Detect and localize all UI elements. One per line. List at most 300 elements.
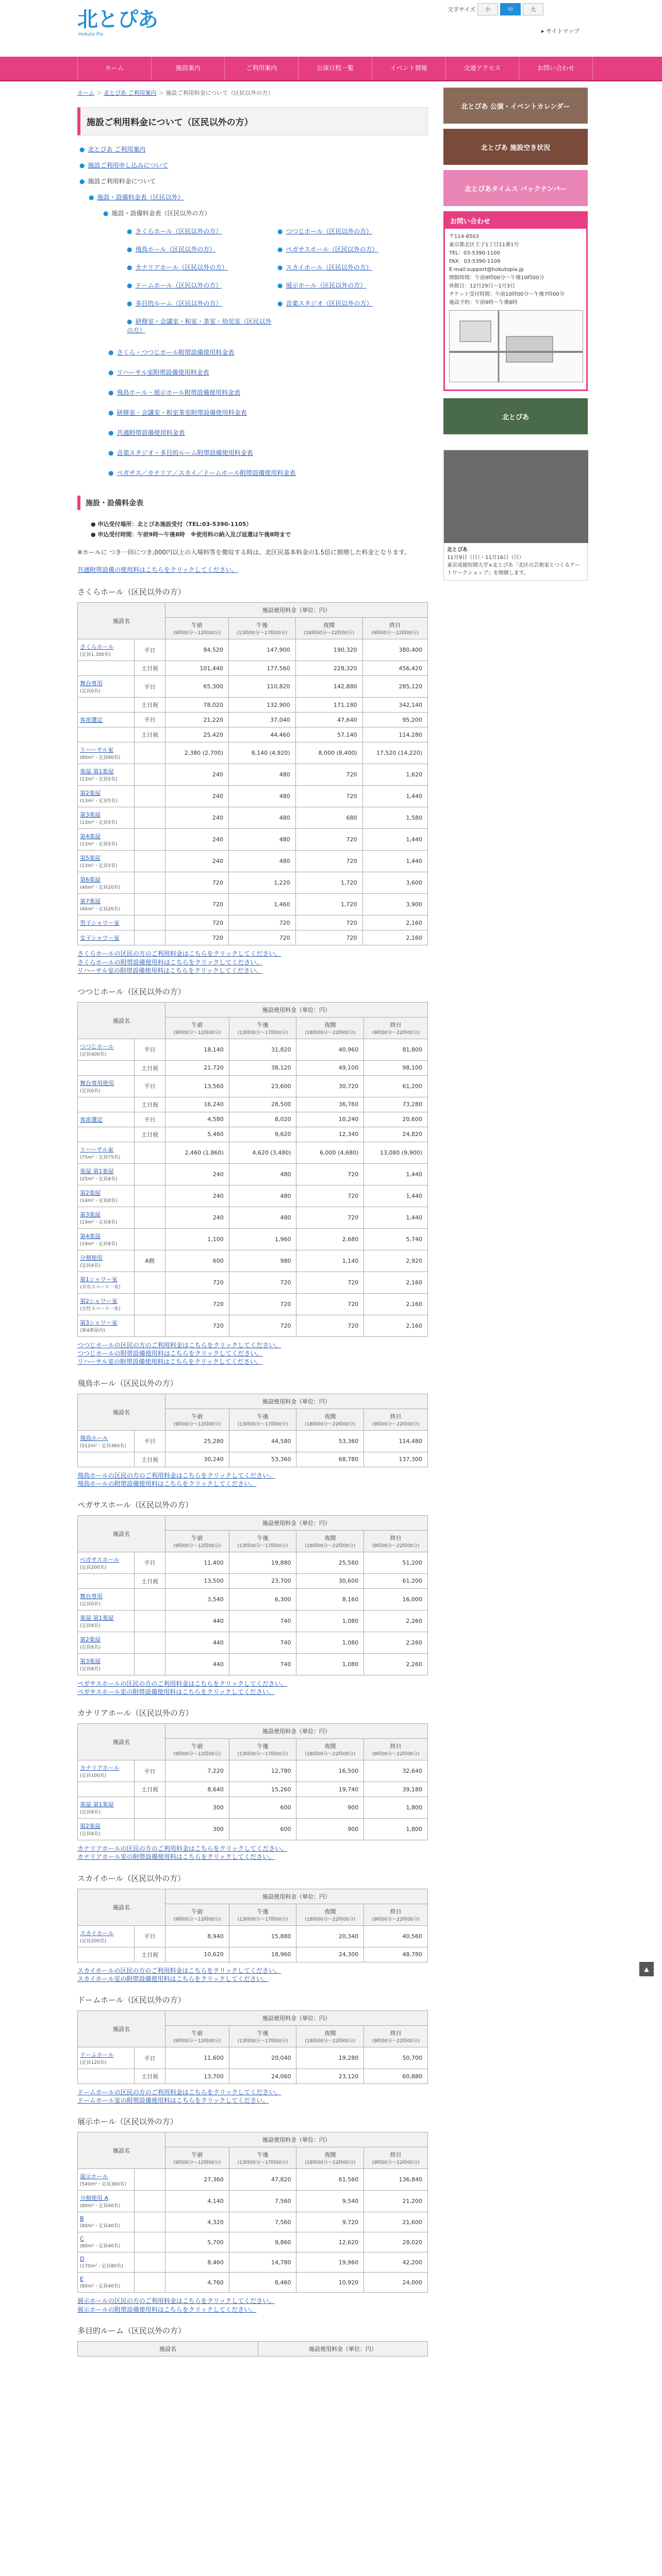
nav-access[interactable]: 交通アクセス [446,57,520,80]
slot-time: (13時00分〜17時00分) [237,1030,288,1036]
nav-home[interactable]: ホーム [77,57,152,80]
facility-link[interactable]: 第7楽屋 [80,898,101,905]
fee-cell: 720 [229,1315,296,1336]
row-daytype [135,2252,166,2273]
font-size-large-button[interactable]: 大 [523,3,543,15]
bullet-icon: ● [127,264,133,271]
row-daytype [135,829,166,851]
facility-link[interactable]: 楽屋 第1楽屋 [80,1614,114,1621]
fee-cell: 6,000 (4,680) [296,1142,364,1163]
fee-cell: 720 [296,1293,364,1315]
fee-cell: 8,020 [229,1112,296,1127]
facility-link[interactable]: リハーサル室 [80,747,114,754]
row-daytype: 平日 [135,1925,166,1947]
contact-line: 〒114-8503 [449,234,479,240]
header-slot [295,618,362,639]
related-link[interactable]: スカイホール室の附帯設備使用料はこちらをクリックしてください。 [77,1975,269,1982]
facility-link[interactable]: 第2楽屋 [80,1189,101,1196]
facility-capacity: (80m²・定員40名) [80,2224,121,2229]
facility-link[interactable]: ドームホール [80,2052,114,2058]
fee-cell: 1,080 [296,1610,364,1632]
fee-cell: 132,900 [228,698,295,713]
table-title: 飛鳥ホール（区民以外の方） [77,1378,178,1388]
table-row [78,764,428,786]
facility-link[interactable]: 第4楽屋 [80,1232,101,1240]
facility-capacity: (14m²・定員8名) [80,1198,118,1204]
slot-time: (18時00分〜22時00分) [305,2039,356,2044]
facility-link[interactable]: 客席選定 [80,717,103,724]
table-row [78,1250,428,1272]
nav-facilities[interactable]: 施設案内 [152,57,225,80]
fee-cell: 23,700 [229,1573,296,1588]
row-facility [78,1250,135,1272]
facility-link[interactable]: D [80,2256,85,2263]
facility-link[interactable]: E [80,2276,84,2283]
nav-usage-guide[interactable]: ご利用案内 [225,57,299,80]
fee-cell: 60,880 [364,2069,428,2084]
row-facility [78,807,135,829]
row-daytype: 平日 [135,713,166,727]
row-daytype [135,1163,166,1185]
facility-link[interactable]: リハーサル室 [80,1146,114,1153]
toc-equip-link[interactable]: リハーサル室附帯設備使用料金表 [117,369,209,376]
related-link[interactable]: リハーサル室の附帯設備使用料はこちらをクリックしてください。 [77,1358,262,1366]
header-slot [296,2147,364,2169]
related-link[interactable]: カナリアホールの区民の方のご利用料金はこちらをクリックしてください。 [77,1845,288,1853]
fee-cell: 13,500 [166,1573,229,1588]
facility-link[interactable]: B [80,2215,84,2223]
bullet-icon: ● [108,389,114,396]
toc-room-link[interactable]: スカイホール（区民以外の方） [286,264,372,271]
facility-link[interactable]: 第4楽屋 [80,833,101,840]
fee-cell: 18,960 [229,1947,296,1962]
slot-name: 午前 [191,1743,203,1750]
banner-hokutopia-photo[interactable]: 北とぴあ [443,398,588,434]
common-equipment-link[interactable]: 共通附帯設備の使用料はこちらをクリックしてください。 [77,566,238,573]
table-row [78,1797,428,1819]
slot-time: (9時00分〜12時00分) [173,1917,221,1922]
slot-name: 午後 [257,1743,269,1750]
row-daytype [135,916,166,930]
slot-time: (18時00分〜22時00分) [305,1917,356,1922]
facility-link[interactable]: 男子シャワー室 [80,920,120,927]
facility-link[interactable]: さくらホール [80,643,114,651]
row-daytype [135,1610,166,1632]
bullet-icon: ● [79,162,85,169]
fee-cell: 30,240 [166,1452,229,1467]
slot-name: 午後 [257,1534,269,1541]
breadcrumb-usage[interactable]: 北とぴあ ご利用案内 [104,90,157,96]
fee-cell: 720 [296,1185,364,1207]
fee-cell: 44,580 [229,1430,296,1452]
header-category: 施設名 [78,1394,166,1430]
fee-cell: 2,460 (1,860) [166,1142,229,1163]
fee-cell: 9,860 [229,2232,296,2252]
related-link[interactable]: 飛鳥ホールの区民の方のご利用料金はこちらをクリックしてください。 [77,1471,275,1479]
sitemap-link[interactable]: ▸ サイトマップ [541,28,580,35]
font-size-small-button[interactable]: 小 [477,3,498,15]
header-slot [296,1409,364,1430]
fee-cell: 240 [166,1207,229,1228]
slot-name: 終日 [390,1021,402,1028]
fee-cell: 13,560 [166,1075,229,1097]
font-size-medium-button[interactable]: 中 [500,3,521,15]
facility-link[interactable]: 第3楽屋 [80,1211,101,1218]
related-link[interactable]: さくらホールの附帯設備使用料はこちらをクリックしてください。 [77,958,263,966]
row-facility [78,1947,135,1962]
table-row [78,1112,428,1127]
breadcrumb-home[interactable]: ホーム [77,90,94,96]
related-link[interactable]: スカイホールの区民の方のご利用料金はこちらをクリックしてください。 [77,1967,281,1974]
toc-room-link[interactable]: 多目的ルーム（区民以外の方） [135,300,222,307]
row-daytype: 平日 [135,1039,166,1060]
slot-name: 終日 [390,1908,402,1915]
row-facility [78,1163,135,1185]
table-row [78,1552,428,1573]
facility-link[interactable]: ペガサスホール [80,1556,120,1563]
row-facility [78,1797,135,1819]
fee-cell: 1,580 [362,807,427,829]
facility-link[interactable]: スカイホール [80,1929,114,1937]
banner-times[interactable]: 北とぴあタイムス バックナンバー [443,170,588,206]
facility-link[interactable]: 飛鳥ホール [80,1434,108,1442]
row-facility [78,1127,135,1142]
facility-link[interactable]: カナリアホール [80,1765,120,1772]
fee-cell: 2,160 [362,916,427,930]
logo-subtitle: Hokuto Pia [78,32,104,37]
bullet-icon: ● [277,282,283,289]
fee-cell: 48,780 [364,1947,428,1962]
facility-link[interactable]: 舞台専用使用 [80,1079,114,1087]
fee-cell: 68,780 [296,1452,364,1467]
facility-capacity: (定員200名) [80,1565,107,1570]
facility-link[interactable]: 第6楽屋 [80,876,101,884]
fee-cell: 1,440 [362,786,427,807]
toc-room-link[interactable]: つつじホール（区民以外の方） [286,228,373,235]
table-row [78,2047,428,2069]
fee-cell: 47,820 [229,2169,296,2191]
toc-equip-link[interactable]: 飛鳥ホール・展示ホール附帯設備使用料金表 [117,389,241,396]
row-daytype [135,1653,166,1675]
table-row [78,829,428,851]
bullet-icon: ● [127,246,133,253]
nav-schedule[interactable]: 公演日程一覧 [299,57,372,80]
toc-equip-link[interactable]: ペガサス／カナリア／スカイ／ドームホール附帯設備使用料金表 [117,469,296,477]
fee-cell: 228,320 [295,661,362,676]
table-title: 多目的ルーム（区民以外の方） [77,2326,186,2335]
fee-cell: 680 [295,807,362,829]
fee-cell: 720 [166,1272,229,1293]
site-logo[interactable]: 北とぴあ [77,8,158,31]
toc-link[interactable]: 北とぴあ ご利用案内 [88,146,146,153]
table-title: ドームホール（区民以外の方） [77,1995,186,2005]
facility-link[interactable]: 女子シャワー室 [80,935,120,942]
bullet-icon: ● [108,449,114,456]
related-link[interactable]: ペガサスホール室の附帯設備使用料はこちらをクリックしてください。 [77,1688,275,1696]
related-link[interactable]: 飛鳥ホールの附帯設備使用料はこちらをクリックしてください。 [77,1480,257,1487]
header-slot [296,1017,364,1039]
header-slot [364,1739,428,1760]
toc-link[interactable]: 施設・設備料金表（区民以外） [97,194,184,201]
facility-link[interactable]: 第2シャワー室 [80,1297,118,1304]
fee-cell: 40,960 [296,1039,364,1060]
fee-cell: 27,360 [166,2169,229,2191]
facility-link[interactable]: 第2楽屋 [80,1823,101,1830]
toc-link[interactable]: 施設ご利用申し込みについて [88,162,169,169]
fee-cell: 13,700 [166,2069,229,2084]
toc-room-link[interactable]: ドームホール（区民以外の方） [135,282,222,289]
fee-cell: 440 [166,1632,229,1653]
related-link[interactable]: ドームホール室の附帯設備使用料はこちらをクリックしてください。 [77,2097,269,2105]
row-daytype [135,1588,166,1610]
fee-cell: 1,140 [296,1250,364,1272]
toc-room-link[interactable]: 展示ホール（区民以外の方） [286,282,367,289]
header-slot [364,2026,428,2047]
fee-cell: 10,920 [296,2273,364,2293]
toc-room-link[interactable]: ペガサスホール（区民以外の方） [286,246,378,253]
fee-cell: 440 [166,1653,229,1675]
facility-capacity: (13m²・定員5名) [80,777,118,783]
fee-cell: 720 [166,916,229,930]
header-slot [296,2026,364,2047]
banner-availability[interactable]: 北とぴあ 施設空き状況 [443,129,588,165]
note-hours: 申込受付時間：午前9時～午後8時 ※使用料の納入及び返還は午後8時まで [97,531,291,538]
slot-time: (9時00分〜12時00分) [173,1421,221,1427]
fee-cell: 95,200 [362,713,427,727]
related-link[interactable]: つつじホールの区民の方のご利用料金はこちらをクリックしてください。 [77,1341,282,1349]
row-facility [78,1207,135,1228]
nav-events[interactable]: イベント情報 [372,57,446,80]
toc-equip-link[interactable]: 音楽スタジオ・多目的ルーム附帯設備使用料金表 [117,449,253,456]
row-facility [78,698,135,713]
facility-capacity: (40m²・定員20名) [80,907,121,912]
table-row [78,2191,428,2212]
fee-cell: 720 [295,851,362,872]
facility-capacity: (女性スペース一室) [80,1306,121,1312]
row-daytype: 平日 [135,676,166,698]
bullet-icon: ● [89,194,94,201]
header-slot [229,1904,296,1925]
fee-cell: 44,460 [228,727,295,742]
fee-cell: 240 [166,807,229,829]
header-category: 施設名 [78,1515,166,1552]
header-slot [296,1904,364,1925]
related-link[interactable]: 展示ホールの附帯設備使用料はこちらをクリックしてください。 [77,2306,257,2313]
table-title: カナリアホール（区民以外の方） [77,1708,193,1718]
toc-room-link[interactable]: 飛鳥ホール（区民以外の方） [135,246,216,253]
fee-cell: 14,780 [229,2252,296,2273]
facility-link[interactable]: 舞台専用 [80,680,103,687]
surcharge-note: ※ホールに つき一回につき,000円以上の入場料等を徴収する時は、北区民基本料金の1.5倍に割増した料金となります。 [77,548,411,556]
fee-cell: 36,760 [296,1097,364,1112]
facility-link[interactable]: 分割使用 [80,1254,103,1261]
related-link[interactable]: ペガサスホールの区民の方のご利用料金はこちらをクリックしてください。 [77,1680,287,1687]
facility-link[interactable]: 第3シャワー室 [80,1319,118,1326]
slot-name: 午後 [257,2030,269,2037]
related-link[interactable]: ドームホールの区民の方のご利用料金はこちらをクリックしてください。 [77,2089,282,2096]
facility-capacity: (定員8名) [80,1810,101,1816]
toc-room-link[interactable]: さくらホール（区民以外の方） [135,228,222,235]
fee-cell: 480 [228,764,295,786]
facility-link[interactable]: 第3楽屋 [80,811,101,819]
facility-capacity: (定員0名) [80,1601,101,1607]
fee-cell: 600 [166,1250,229,1272]
fee-cell: 4,580 [166,1112,229,1127]
table-links [77,1680,428,1696]
fee-cell: 8,940 [166,1925,229,1947]
bullet-icon: ● [103,210,109,217]
facility-link[interactable]: 第2楽屋 [80,790,101,797]
slot-name: 夜間 [324,2030,336,2037]
toc-equip-link[interactable]: 研修室・会議室・和室茶室附帯設備使用料金表 [117,409,247,416]
slot-time: (9時00分〜22時00分) [372,1421,420,1427]
fee-cell: 61,200 [364,1573,428,1588]
fee-cell: 720 [229,1293,296,1315]
row-daytype [135,1797,166,1819]
toc-room-link[interactable]: 音楽スタジオ（区民以外の方） [286,300,373,307]
fee-cell: 61,560 [296,2169,364,2191]
fee-cell: 19,280 [296,2047,364,2069]
row-facility [78,676,135,698]
slot-time: (9時00分〜12時00分) [173,631,221,636]
fee-cell: 1,720 [295,872,362,894]
row-daytype: A側 [135,1250,166,1272]
related-link[interactable]: つつじホールの附帯設備使用料はこちらをクリックしてください。 [77,1350,263,1358]
nav-contact[interactable]: お問い合わせ [519,57,593,80]
bullet-icon: ● [127,228,133,235]
contact-line: チケット受付時間：午前10時00分～午後7時00分 [449,292,565,297]
slot-time: (13時00分〜17時00分) [237,2160,288,2166]
facility-link[interactable]: つつじホール [80,1043,114,1050]
rate-table [77,602,428,945]
facility-link[interactable]: 展示ホール [80,2173,108,2180]
facility-link[interactable]: 楽屋 第1楽屋 [80,1167,114,1175]
access-map[interactable] [449,310,583,382]
facility-capacity: (40m²・定員20名) [80,885,121,891]
table-title: ペガサスホール（区民以外の方） [77,1500,193,1510]
facility-capacity: (第4楽屋内) [80,1328,105,1333]
related-link[interactable]: カナリアホール室の附帯設備使用料はこちらをクリックしてください。 [77,1853,275,1861]
slot-name: 終日 [390,1743,402,1750]
facility-link[interactable]: 客席選定 [80,1116,103,1123]
fee-cell: 101,440 [166,661,229,676]
facility-capacity: (定員8名) [80,1666,101,1672]
fee-cell: 5,700 [166,2232,229,2252]
facebook-photo[interactable] [444,450,588,543]
slot-time: (13時00分〜17時00分) [237,1917,288,1922]
slot-name: 終日 [390,2030,402,2037]
table-row [78,1573,428,1588]
facility-link[interactable]: 第3楽屋 [80,1657,101,1665]
fee-cell: 720 [166,894,229,916]
facility-link[interactable]: 舞台専用 [80,1592,103,1600]
header-fee: 施設使用料金（単位：円） [166,2011,428,2026]
facility-link[interactable]: 第1シャワー室 [80,1276,118,1283]
row-daytype: 土日祝 [135,1452,166,1467]
row-facility [78,1039,135,1060]
fee-cell: 23,120 [296,2069,364,2084]
facility-link[interactable]: C [80,2235,84,2243]
slot-time: (9時00分〜22時00分) [372,2039,420,2044]
header-slot [364,1904,428,1925]
table-title: さくらホール（区民以外の方） [77,587,186,597]
facebook-page-name[interactable]: 北とぴあ [447,547,468,553]
header-slot [166,2147,229,2169]
fee-cell: 720 [229,1272,296,1293]
fee-cell: 8,640 [166,1782,229,1797]
facility-link[interactable]: 楽屋 第1楽屋 [80,768,114,775]
fee-cell: 2,260 [364,1610,428,1632]
contact-line: 開館時間：午前9時00分～午後10時00分 [449,275,544,281]
related-link[interactable]: 展示ホールの区民の方のご利用料金はこちらをクリックしてください。 [77,2297,275,2305]
facility-link[interactable]: 分割使用 A [80,2195,109,2202]
fee-cell: 24,000 [364,2273,428,2293]
toc-equip-link[interactable]: 共通附帯設備使用料金表 [117,429,185,436]
fee-cell: 147,900 [228,639,295,661]
header-fee: 施設使用料金（単位：円） [166,1515,428,1530]
header-category: 施設名 [78,1002,166,1039]
table-row [78,727,428,742]
toc-room-link[interactable]: 研修室・会議室・和室・茶室・幼児室（区民以外の方） [127,318,272,334]
facility-capacity: (13m²・定員5名) [80,799,118,804]
bullet-icon: ● [277,246,283,253]
bullet-icon: ● [108,349,114,356]
slot-time: (13時00分〜17時00分) [237,1543,288,1549]
table-row [78,1039,428,1060]
table-title: 展示ホール（区民以外の方） [77,2117,178,2127]
header-slot [166,1017,229,1039]
row-facility [78,764,135,786]
slot-name: 夜間 [324,1021,336,1028]
row-daytype: 平日 [135,1112,166,1127]
fee-cell: 2,260 [364,1653,428,1675]
toc-equip-link[interactable]: さくら・つつじホール附帯設備使用料金表 [117,349,235,356]
row-facility [78,1925,135,1947]
table-row [78,1127,428,1142]
slot-time: (9時00分〜22時00分) [372,1030,420,1036]
slot-name: 終日 [389,622,401,629]
header-fee: 施設使用料金（単位：円） [166,1889,428,1904]
toc-room-link[interactable]: カナリアホール（区民以外の方） [135,264,228,271]
header-category: 施設名 [78,2341,258,2356]
banner-calendar[interactable]: 北とぴあ 公演・イベントカレンダー [443,88,588,124]
fee-cell: 7,560 [229,2212,296,2232]
fee-cell: 61,200 [364,1075,428,1097]
fee-cell: 720 [295,786,362,807]
header-category: 施設名 [78,603,166,639]
related-link[interactable]: リハーサル室の附帯設備使用料はこちらをクリックしてください。 [77,967,262,974]
row-daytype [135,2273,166,2293]
table-row [78,1610,428,1632]
related-link[interactable]: さくらホールの区民の方のご利用料金はこちらをクリックしてください。 [77,950,282,958]
row-facility [78,1272,135,1293]
facility-link[interactable]: 第2楽屋 [80,1636,101,1643]
table-links [77,2297,428,2313]
fee-cell: 480 [228,829,295,851]
fee-cell: 480 [228,786,295,807]
facebook-post-date: 11月9日（日）・11月16日（日） [447,555,524,561]
contact-line: TEL：03-5390-1100 [449,250,500,256]
row-facility [78,1112,135,1127]
facility-link[interactable]: 第5楽屋 [80,855,101,862]
fee-cell: 19,740 [296,1782,364,1797]
facility-link[interactable]: 楽屋 第1楽屋 [80,1801,114,1808]
table-row [78,916,428,930]
fee-cell: 8,460 [166,2252,229,2273]
page-top-button[interactable]: ▲ [639,1962,654,1976]
fee-cell: 73,280 [364,1097,428,1112]
contact-line[interactable]: E-mail:support@hokutopia.jp [449,267,524,273]
